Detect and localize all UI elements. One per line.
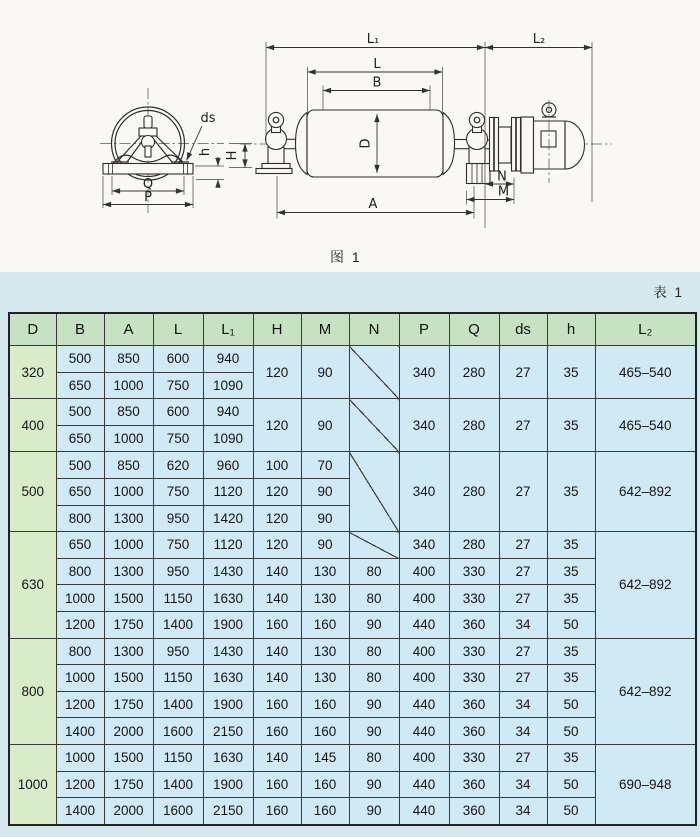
not-applicable-slash-cell [349,346,399,399]
value-cell: 90 [301,346,349,399]
value-cell: 500 [56,452,104,479]
dimension-a [277,176,474,219]
value-cell: 400 [399,638,449,665]
d-group-cell: 630 [9,532,56,638]
dim-label-b: B [372,75,382,91]
value-cell: 120 [253,532,301,559]
value-cell: 340 [399,452,449,532]
value-cell: 1630 [203,665,253,692]
value-cell: 90 [349,798,399,825]
dim-label-q: Q [142,177,154,192]
value-cell: 960 [203,452,253,479]
d-group-cell: 400 [9,399,56,452]
value-cell: 340 [399,399,449,452]
value-cell: 1630 [203,744,253,771]
column-header-6: M [301,313,349,346]
value-cell: 120 [253,399,301,452]
value-cell: 750 [153,532,203,559]
table-row [9,665,696,692]
not-applicable-slash-cell [349,532,399,559]
value-cell: 160 [253,771,301,798]
table-row [9,744,696,771]
value-cell: 400 [399,558,449,585]
eye-bolt [268,112,283,127]
value-cell: 280 [449,532,499,559]
value-cell: 27 [499,638,547,665]
value-cell: 360 [449,611,499,638]
value-cell: 465–540 [595,346,696,399]
dim-label-H: H [225,150,240,161]
value-cell: 1600 [153,798,203,825]
value-cell: 80 [349,638,399,665]
table-row [9,691,696,718]
figure-caption: 图 1 [330,249,362,265]
value-cell: 1300 [104,505,153,532]
value-cell: 340 [399,532,449,559]
d-group-cell: 800 [9,638,56,744]
value-cell: 50 [547,691,595,718]
value-cell: 440 [399,691,449,718]
value-cell: 27 [499,452,547,532]
value-cell: 27 [499,558,547,585]
value-cell: 2000 [104,798,153,825]
value-cell: 465–540 [595,399,696,452]
value-cell: 1400 [153,611,203,638]
value-cell: 1000 [56,744,104,771]
table-row [9,638,696,665]
value-cell: 35 [547,532,595,559]
side-view [240,32,612,228]
column-header-9: Q [449,313,499,346]
value-cell: 330 [449,638,499,665]
dim-label-l2: L₂ [532,32,546,47]
value-cell: 940 [203,346,253,373]
value-cell: 280 [449,452,499,532]
value-cell: 34 [499,798,547,825]
value-cell: 850 [104,346,153,373]
value-cell: 140 [253,665,301,692]
value-cell: 1000 [56,665,104,692]
column-header-0: D [9,313,56,346]
value-cell: 1600 [153,718,203,745]
table-row [9,611,696,638]
column-header-12: L₂ [595,313,696,346]
value-cell: 600 [153,399,203,426]
value-cell: 1750 [104,611,153,638]
value-cell: 1900 [203,691,253,718]
value-cell: 800 [56,505,104,532]
value-cell: 90 [349,718,399,745]
value-cell: 160 [301,691,349,718]
value-cell: 1090 [203,425,253,452]
value-cell: 340 [399,346,449,399]
value-cell: 950 [153,505,203,532]
column-header-7: N [349,313,399,346]
value-cell: 690–948 [595,744,696,824]
eye-bolt [469,112,484,127]
value-cell: 90 [301,478,349,505]
dim-label-m: M [497,184,510,200]
value-cell: 800 [56,558,104,585]
value-cell: 34 [499,691,547,718]
column-header-10: ds [499,313,547,346]
value-cell: 440 [399,611,449,638]
value-cell: 360 [449,691,499,718]
d-group-cell: 320 [9,346,56,399]
dim-label-l: L [373,57,381,72]
value-cell: 280 [449,399,499,452]
table-caption: 表 1 [653,285,684,300]
value-cell: 850 [104,452,153,479]
table-row [9,532,696,559]
table-row [9,346,696,373]
dim-label-a: A [368,197,378,212]
value-cell: 1200 [56,691,104,718]
value-cell: 1300 [104,638,153,665]
value-cell: 160 [253,718,301,745]
value-cell: 2150 [203,718,253,745]
table-row [9,718,696,745]
value-cell: 1420 [203,505,253,532]
table-row [9,452,696,479]
column-header-8: P [399,313,449,346]
table-row [9,771,696,798]
dimension-l2 [485,32,592,48]
value-cell: 1300 [104,558,153,585]
value-cell: 140 [253,558,301,585]
column-header-4: L₁ [203,313,253,346]
value-cell: 950 [153,558,203,585]
value-cell: 27 [499,532,547,559]
header-row [9,313,696,346]
value-cell: 140 [253,585,301,612]
d-group-cell: 500 [9,452,56,532]
value-cell: 50 [547,798,595,825]
value-cell: 80 [349,585,399,612]
value-cell: 80 [349,665,399,692]
value-cell: 34 [499,611,547,638]
value-cell: 1500 [104,744,153,771]
value-cell: 50 [547,718,595,745]
value-cell: 34 [499,771,547,798]
value-cell: 90 [301,399,349,452]
value-cell: 440 [399,771,449,798]
column-header-1: B [56,313,104,346]
not-applicable-slash-cell [349,452,399,532]
value-cell: 1000 [104,478,153,505]
table-row [9,558,696,585]
value-cell: 1150 [153,744,203,771]
value-cell: 1900 [203,771,253,798]
value-cell: 400 [399,744,449,771]
value-cell: 2150 [203,798,253,825]
column-header-2: A [104,313,153,346]
column-header-5: H [253,313,301,346]
value-cell: 35 [547,744,595,771]
value-cell: 120 [253,505,301,532]
value-cell: 330 [449,558,499,585]
value-cell: 1150 [153,665,203,692]
value-cell: 1400 [153,691,203,718]
value-cell: 35 [547,399,595,452]
value-cell: 650 [56,478,104,505]
value-cell: 642–892 [595,532,696,638]
dimension-h [195,148,224,188]
value-cell: 35 [547,638,595,665]
value-cell: 1400 [56,718,104,745]
value-cell: 330 [449,665,499,692]
value-cell: 500 [56,399,104,426]
value-cell: 330 [449,744,499,771]
value-cell: 120 [253,346,301,399]
value-cell: 1630 [203,585,253,612]
value-cell: 1750 [104,691,153,718]
dimension-l1 [266,32,485,48]
value-cell: 330 [449,585,499,612]
d-group-cell: 1000 [9,744,56,824]
value-cell: 1500 [104,665,153,692]
value-cell: 130 [301,665,349,692]
drum-body [296,110,471,177]
value-cell: 160 [253,798,301,825]
value-cell: 1120 [203,532,253,559]
value-cell: 90 [301,505,349,532]
base-plate [103,164,193,175]
value-cell: 750 [153,478,203,505]
value-cell: 90 [349,611,399,638]
motor [521,100,585,183]
dim-label-n: N [497,169,507,185]
value-cell: 27 [499,665,547,692]
dimension-table [8,312,697,826]
dim-label-ds: ds [200,111,216,126]
value-cell: 1400 [56,798,104,825]
value-cell: 400 [399,585,449,612]
table-row [9,399,696,426]
value-cell: 642–892 [595,452,696,532]
value-cell: 35 [547,558,595,585]
value-cell: 2000 [104,718,153,745]
value-cell: 1000 [104,425,153,452]
value-cell: 360 [449,798,499,825]
value-cell: 620 [153,452,203,479]
figure-area [0,0,700,272]
technical-drawing [0,0,700,272]
value-cell: 1000 [56,585,104,612]
value-cell: 140 [253,744,301,771]
value-cell: 642–892 [595,638,696,744]
junction-box [541,131,556,147]
value-cell: 500 [56,346,104,373]
value-cell: 130 [301,585,349,612]
column-header-11: h [547,313,595,346]
value-cell: 1000 [104,532,153,559]
value-cell: 440 [399,718,449,745]
value-cell: 1090 [203,372,253,399]
value-cell: 360 [449,771,499,798]
value-cell: 1400 [153,771,203,798]
value-cell: 130 [301,558,349,585]
value-cell: 27 [499,585,547,612]
value-cell: 100 [253,452,301,479]
value-cell: 50 [547,771,595,798]
value-cell: 70 [301,452,349,479]
value-cell: 850 [104,399,153,426]
value-cell: 1430 [203,558,253,585]
not-applicable-slash-cell [349,399,399,452]
value-cell: 90 [301,532,349,559]
value-cell: 650 [56,425,104,452]
table-row [9,798,696,825]
value-cell: 160 [301,718,349,745]
dimension-H [225,144,252,168]
value-cell: 1200 [56,611,104,638]
value-cell: 34 [499,718,547,745]
value-cell: 440 [399,798,449,825]
value-cell: 160 [301,611,349,638]
table-row [9,585,696,612]
value-cell: 80 [349,558,399,585]
value-cell: 80 [349,744,399,771]
value-cell: 145 [301,744,349,771]
value-cell: 160 [253,611,301,638]
value-cell: 130 [301,638,349,665]
value-cell: 35 [547,585,595,612]
value-cell: 750 [153,425,203,452]
value-cell: 750 [153,372,203,399]
value-cell: 160 [301,771,349,798]
value-cell: 800 [56,638,104,665]
value-cell: 160 [253,691,301,718]
value-cell: 940 [203,399,253,426]
dimension-b [323,76,430,111]
value-cell: 35 [547,452,595,532]
value-cell: 50 [547,611,595,638]
value-cell: 650 [56,372,104,399]
value-cell: 120 [253,478,301,505]
value-cell: 1120 [203,478,253,505]
value-cell: 160 [301,798,349,825]
value-cell: 950 [153,638,203,665]
value-cell: 27 [499,744,547,771]
value-cell: 35 [547,346,595,399]
value-cell: 1430 [203,638,253,665]
value-cell: 1750 [104,771,153,798]
tension-bolt [144,116,152,128]
value-cell: 27 [499,346,547,399]
coupling [490,118,521,172]
value-cell: 1000 [104,372,153,399]
value-cell: 650 [56,532,104,559]
dimension-m [467,185,515,205]
value-cell: 360 [449,718,499,745]
value-cell: 35 [547,665,595,692]
value-cell: 280 [449,346,499,399]
dim-label-l1: L₁ [366,32,380,47]
value-cell: 1500 [104,585,153,612]
end-view [100,88,252,213]
value-cell: 1200 [56,771,104,798]
value-cell: 400 [399,665,449,692]
value-cell: 90 [349,771,399,798]
value-cell: 90 [349,691,399,718]
value-cell: 1900 [203,611,253,638]
table-header [9,313,696,346]
value-cell: 600 [153,346,203,373]
value-cell: 1150 [153,585,203,612]
dim-label-d: D [358,138,374,149]
right-bearing-pedestal [467,112,491,183]
dim-label-p: P [144,190,152,205]
column-header-3: L [153,313,203,346]
value-cell: 140 [253,638,301,665]
dim-label-h: h [198,147,213,157]
value-cell: 27 [499,399,547,452]
table-body [9,346,696,825]
